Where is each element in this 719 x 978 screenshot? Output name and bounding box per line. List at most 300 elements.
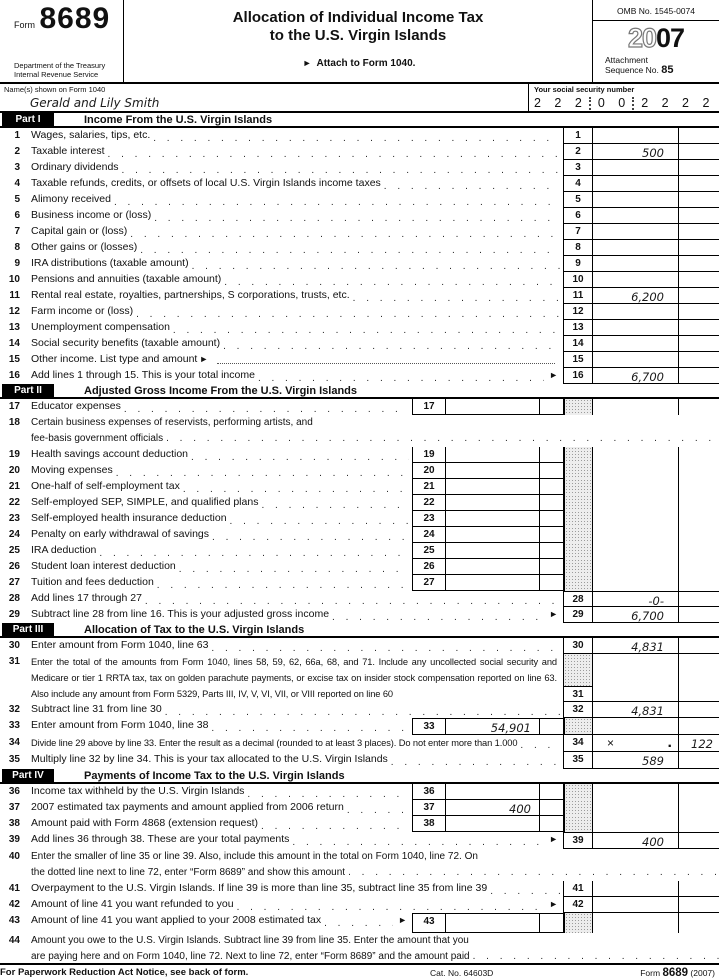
pointer-icon: ► [199, 354, 209, 364]
outer-amount-cell [593, 575, 678, 591]
line-label [31, 933, 719, 963]
line-label: Rental real estate, royalties, partnerships, S corporations, trusts, etc. [31, 289, 350, 301]
amount-cell[interactable]: 400 [446, 800, 540, 816]
amount-cell[interactable]: 400 [593, 832, 678, 849]
line-number-box: 35 [563, 752, 593, 769]
line-number: 6 [14, 210, 20, 221]
line-label: Income tax withheld by the U.S. Virgin Islands [31, 785, 245, 797]
line-label-l2: are paying here and on Form 1040, line 72. Next to line 72, enter “Form 8689” and the amount paid [31, 950, 470, 962]
line-4 [0, 176, 719, 192]
line-number-box: 11 [563, 288, 593, 304]
outer-amount-cell [593, 479, 678, 495]
amount-cell[interactable] [593, 256, 678, 272]
line-label: Subtract line 31 from line 30 [31, 703, 162, 715]
line-number-box: 34 [563, 735, 593, 752]
amount-cell[interactable] [593, 336, 678, 352]
amount-cell[interactable] [593, 320, 678, 336]
outer-cents-cell [678, 463, 719, 479]
amount-cell[interactable] [593, 160, 678, 176]
line-number: 18 [8, 417, 20, 428]
decimal-point: . [667, 734, 672, 751]
cents-cell[interactable] [678, 832, 719, 849]
omb-year-block [593, 0, 719, 82]
dot-leader [347, 800, 409, 816]
line-3 [0, 160, 719, 176]
amount-cell[interactable] [593, 272, 678, 288]
part4-badge: Part IV [2, 769, 54, 782]
cents-cell[interactable] [678, 368, 719, 384]
cents-cell[interactable] [540, 559, 564, 575]
cents-cell[interactable] [678, 336, 719, 352]
outer-cents-cell [678, 559, 719, 575]
year-suffix: 07 [656, 23, 685, 53]
cents-cell[interactable] [678, 638, 719, 654]
dot-leader [348, 865, 719, 881]
outer-amount-cell [593, 559, 678, 575]
line-number: 26 [8, 561, 20, 572]
line-number-box: 30 [563, 638, 593, 654]
line-number-box: 17 [412, 399, 446, 415]
line-number-box: 42 [563, 897, 593, 913]
line-label: Self-employed health insurance deduction [31, 512, 227, 524]
outer-cents-cell [678, 447, 719, 463]
line-number: 7 [14, 226, 20, 237]
line-42 [0, 897, 719, 913]
line-32 [0, 702, 719, 718]
line-number-box: 29 [563, 607, 593, 623]
amount-cell[interactable] [446, 543, 540, 559]
shaded-column [564, 511, 593, 527]
dot-leader [191, 447, 409, 463]
amount-cell[interactable] [593, 176, 678, 192]
cents-cell[interactable] [678, 897, 719, 913]
shaded-cell [563, 654, 593, 686]
amount-cell[interactable] [446, 447, 540, 463]
write-in-line[interactable] [217, 352, 555, 364]
line-number: 23 [8, 513, 20, 524]
part1-rows [0, 128, 719, 384]
line-number-box: 3 [563, 160, 593, 176]
line-8 [0, 240, 719, 256]
line-39 [0, 832, 719, 849]
line-label: Social security benefits (taxable amount) [31, 337, 221, 349]
line-number-box: 1 [563, 128, 593, 144]
line-number-box: 13 [563, 320, 593, 336]
amount-cell[interactable] [593, 304, 678, 320]
dot-leader [292, 832, 544, 849]
cents-cell[interactable] [678, 160, 719, 176]
line-7 [0, 224, 719, 240]
amount-cell[interactable]: 6,700 [593, 368, 678, 384]
dot-leader [212, 527, 409, 543]
part3-title: Allocation of Tax to the U.S. Virgin Islands [84, 623, 305, 636]
outer-cents-cell [678, 479, 719, 495]
line-10 [0, 272, 719, 288]
dot-leader [490, 881, 560, 897]
line-number-box: 26 [412, 559, 446, 575]
cents-cell[interactable] [678, 881, 719, 897]
part1-badge: Part I [2, 113, 54, 126]
dot-leader [157, 575, 409, 591]
multiply-icon: × [607, 736, 615, 750]
line-label: Penalty on early withdrawal of savings [31, 528, 210, 540]
line-number: 13 [8, 322, 20, 333]
line-number-box: 36 [412, 784, 446, 800]
form-number-block [0, 0, 123, 82]
line-number-box: 14 [563, 336, 593, 352]
cents-cell[interactable] [678, 304, 719, 320]
footer-form-year: (2007) [690, 967, 715, 978]
line-label: Capital gain or (loss) [31, 225, 128, 237]
outer-amount-cell [593, 784, 678, 800]
dot-leader [153, 128, 560, 144]
line-label: Enter the total of the amounts from Form 1040, lines 58, 59, 62, 66a, 68, and 71. Include any uncollected social security and Medicare or tier 1 RRTA tax, tax on golden parachute payments, or excise tax on insider stock compensation reported on line 63. Also include any amount from Form 5329, Parts III, IV, V, VI, VII, or VIII reported on line 60 [31, 657, 557, 699]
part4-rows [0, 784, 719, 965]
amount-cell[interactable] [593, 128, 678, 144]
amount-cell[interactable] [446, 463, 540, 479]
dot-leader [223, 336, 560, 352]
line-number-box: 24 [412, 527, 446, 543]
cents-cell[interactable] [678, 192, 719, 208]
line-label: Other gains or (losses) [31, 241, 138, 253]
cents-cell[interactable] [678, 352, 719, 368]
shaded-column [564, 800, 593, 816]
line-25 [0, 543, 719, 559]
outer-cents-cell [678, 527, 719, 543]
dot-leader [183, 479, 409, 495]
cents-cell[interactable] [678, 144, 719, 160]
pointer-icon: ► [549, 899, 558, 909]
line-40 [0, 849, 719, 881]
attachment-label: Attachment [605, 55, 648, 65]
line-number: 10 [8, 274, 20, 285]
line-label [31, 849, 719, 881]
line-number-stack [563, 654, 593, 702]
line-label: Other income. List type and amount [31, 353, 198, 365]
cents-cell[interactable] [540, 479, 564, 495]
dot-leader [154, 208, 560, 224]
part2-header [0, 384, 719, 399]
line-number-box: 21 [412, 479, 446, 495]
cents-cell[interactable] [540, 447, 564, 463]
amount-cell[interactable] [446, 527, 540, 543]
attachment-sequence [593, 55, 719, 75]
part3-badge: Part III [2, 623, 54, 636]
amount-cell[interactable]: 6,700 [593, 607, 678, 623]
amount-cell[interactable]: 4,831 [593, 638, 678, 654]
outer-cents-cell [678, 543, 719, 559]
cents-cell[interactable] [540, 527, 564, 543]
line-number-box: 8 [563, 240, 593, 256]
cents-cell[interactable] [678, 128, 719, 144]
line-number: 35 [8, 754, 20, 765]
cents-cell[interactable] [540, 784, 564, 800]
cents-cell[interactable] [540, 511, 564, 527]
cents-cell[interactable] [678, 320, 719, 336]
line-5 [0, 192, 719, 208]
dot-leader [261, 495, 409, 511]
form-title-line1: Allocation of Individual Income Tax [232, 9, 484, 26]
shaded-column [564, 399, 593, 415]
dot-leader [258, 368, 544, 384]
line-1 [0, 128, 719, 144]
line-number: 40 [8, 851, 20, 862]
line-label: Add lines 1 through 15. This is your total income [31, 369, 255, 381]
line-number: 2 [14, 146, 20, 157]
dot-leader [99, 543, 409, 559]
line-number-box: 22 [412, 495, 446, 511]
line-label: Enter amount from Form 1040, line 63 [31, 639, 209, 651]
amount-cell[interactable]: 589 [593, 752, 678, 769]
amount-cell[interactable] [446, 784, 540, 800]
outer-amount-cell [593, 495, 678, 511]
line-number-box: 33 [412, 718, 446, 735]
amount-cell[interactable]: 4,831 [593, 702, 678, 718]
sequence-label: Sequence No. [605, 65, 659, 75]
dot-leader [520, 735, 560, 752]
amount-cell[interactable] [593, 881, 678, 897]
outer-amount-cell [593, 816, 678, 832]
amount-cell[interactable] [593, 897, 678, 913]
outer-amount-cell [593, 800, 678, 816]
cents-cell[interactable] [540, 913, 564, 933]
line-label-l1: Certain business expenses of reservists, performing artists, and [31, 417, 313, 428]
amount-cell[interactable] [446, 479, 540, 495]
cents-cell[interactable] [678, 256, 719, 272]
line-number-box: 4 [563, 176, 593, 192]
line-number-box: 16 [563, 368, 593, 384]
amount-cell[interactable] [446, 913, 540, 933]
amount-cell[interactable]: -0- [593, 591, 678, 607]
dot-leader [332, 607, 544, 623]
cents-cell[interactable] [678, 224, 719, 240]
shaded-column [564, 543, 593, 559]
cents-cell[interactable] [678, 272, 719, 288]
shaded-column [564, 784, 593, 800]
amount-cell[interactable] [446, 511, 540, 527]
line-label: Tuition and fees deduction [31, 576, 154, 588]
cents-cell[interactable] [678, 208, 719, 224]
line-label: Unemployment compensation [31, 321, 170, 333]
line-6 [0, 208, 719, 224]
footer-form-word: Form [640, 967, 661, 978]
amount-cell[interactable] [593, 192, 678, 208]
line-26 [0, 559, 719, 575]
amount-cell[interactable] [446, 816, 540, 832]
line-number: 11 [9, 290, 20, 301]
part1-header [0, 113, 719, 128]
shaded-column [564, 559, 593, 575]
line-41 [0, 881, 719, 897]
dot-leader [130, 224, 560, 240]
line-number: 14 [8, 338, 20, 349]
ssn-value[interactable] [534, 96, 719, 110]
line-label: Amount of line 41 you want applied to your 2008 estimated tax [31, 914, 322, 926]
line-number: 41 [8, 883, 20, 894]
line-label: Amount paid with Form 4868 (extension request) [31, 817, 259, 829]
outer-amount-cell [593, 913, 678, 933]
cents-cell[interactable] [540, 800, 564, 816]
cents-cell[interactable] [678, 654, 719, 702]
amount-cell[interactable] [593, 352, 678, 368]
line-label: IRA deduction [31, 544, 97, 556]
dot-leader [145, 591, 560, 607]
line-number-box: 5 [563, 192, 593, 208]
line-number: 21 [8, 481, 20, 492]
line-label-l1: Amount you owe to the U.S. Virgin Islands. Subtract line 39 from line 35. Enter the amount that you [31, 935, 469, 946]
outer-cents-cell [678, 718, 719, 735]
cents-cell[interactable] [678, 752, 719, 769]
ssn-part1: 2 2 2 [534, 96, 587, 110]
part4-title: Payments of Income Tax to the U.S. Virgin Islands [84, 769, 345, 782]
amount-cell[interactable] [446, 559, 540, 575]
line-number: 30 [8, 640, 20, 651]
cents-cell[interactable] [678, 591, 719, 607]
sequence-number: 85 [661, 64, 674, 76]
line-label-l1: Enter the smaller of line 35 or line 39. Also, include this amount in the total on Form 1040, line 72. On [31, 851, 478, 862]
cents-cell[interactable]: 122 [678, 735, 719, 752]
cents-cell[interactable] [540, 575, 564, 591]
outer-cents-cell [678, 816, 719, 832]
dot-leader [237, 897, 545, 913]
dot-leader [224, 272, 560, 288]
tax-year [593, 21, 719, 55]
cents-cell[interactable] [540, 718, 564, 735]
line-number-box: 15 [563, 352, 593, 368]
shaded-column [564, 575, 593, 591]
line-label: Ordinary dividends [31, 161, 119, 173]
line-label: Business income or (loss) [31, 209, 152, 221]
line-number: 27 [8, 577, 20, 588]
line-number-box: 39 [563, 832, 593, 849]
line-34 [0, 735, 719, 752]
line-label: Moving expenses [31, 464, 113, 476]
dot-leader [211, 718, 409, 735]
line-label: Add lines 17 through 27 [31, 592, 142, 604]
amount-cell[interactable] [593, 240, 678, 256]
line-label: Enter amount from Form 1040, line 38 [31, 719, 209, 731]
line-number-box: 31 [563, 686, 593, 702]
paperwork-notice: For Paperwork Reduction Act Notice, see back of form. [0, 967, 249, 978]
ssn-field[interactable] [528, 84, 719, 111]
dot-leader [136, 304, 560, 320]
omb-number: OMB No. 1545-0074 [593, 0, 719, 21]
dot-leader [473, 949, 719, 965]
line-13 [0, 320, 719, 336]
line-number-box: 9 [563, 256, 593, 272]
line-label-l2: fee-basis government officials [31, 432, 164, 444]
amount-cell[interactable] [446, 399, 540, 415]
name-value[interactable]: Gerald and Lily Smith [30, 96, 160, 110]
line-number: 15 [8, 354, 20, 365]
line-number-box: 19 [412, 447, 446, 463]
amount-cell[interactable] [593, 654, 678, 702]
shaded-column [564, 816, 593, 832]
line-16 [0, 368, 719, 384]
cents-cell[interactable] [540, 495, 564, 511]
line-number: 32 [8, 704, 20, 715]
ssn-part2: 0 0 [597, 96, 631, 110]
shaded-column [564, 447, 593, 463]
line-number: 4 [14, 178, 20, 189]
line-number-box: 28 [563, 591, 593, 607]
attach-pointer-icon: ► [302, 58, 312, 68]
line-label: Self-employed SEP, SIMPLE, and qualified plans [31, 496, 259, 508]
amount-cell[interactable]: 54,901 [446, 718, 540, 735]
outer-cents-cell [678, 913, 719, 933]
cents-cell[interactable] [540, 816, 564, 832]
name-field[interactable] [0, 84, 528, 111]
dot-leader [324, 913, 393, 933]
amount-cell[interactable] [593, 224, 678, 240]
outer-cents-cell [678, 399, 719, 415]
amount-cell[interactable] [446, 495, 540, 511]
treasury-block [14, 62, 123, 79]
part3-header [0, 623, 719, 638]
dot-leader [261, 816, 409, 832]
cents-cell[interactable] [540, 399, 564, 415]
ssn-label: Your social security number [534, 85, 635, 94]
line-43 [0, 913, 719, 933]
cents-cell[interactable] [678, 702, 719, 718]
cents-cell[interactable] [678, 176, 719, 192]
amount-cell[interactable] [593, 735, 678, 752]
line-label: Subtract line 28 from line 16. This is your adjusted gross income [31, 608, 330, 620]
name-ssn-band [0, 84, 719, 113]
part2-inner-rows [0, 399, 719, 623]
attach-instruction [124, 56, 592, 71]
line-number-box: 37 [412, 800, 446, 816]
line-label: Wages, salaries, tips, etc. [31, 129, 151, 141]
amount-cell[interactable] [446, 575, 540, 591]
shaded-column [564, 479, 593, 495]
line-number: 44 [8, 935, 20, 946]
pointer-icon: ► [398, 915, 407, 925]
cents-cell[interactable] [678, 288, 719, 304]
amount-cell[interactable] [593, 208, 678, 224]
cents-cell[interactable] [540, 543, 564, 559]
line-label: Pensions and annuities (taxable amount) [31, 273, 222, 285]
outer-amount-cell [593, 511, 678, 527]
line-number: 43 [8, 915, 20, 926]
cents-cell[interactable] [678, 607, 719, 623]
line-18 [0, 415, 719, 447]
form-footer [0, 967, 719, 978]
dot-leader [166, 431, 719, 447]
line-number: 16 [8, 370, 20, 381]
cents-cell[interactable] [540, 463, 564, 479]
line-label: Farm income or (loss) [31, 305, 134, 317]
dot-leader [353, 288, 560, 304]
cents-cell[interactable] [678, 240, 719, 256]
line-19 [0, 447, 719, 463]
line-number: 33 [8, 720, 20, 731]
amount-cell[interactable]: 6,200 [593, 288, 678, 304]
line-number-box: 6 [563, 208, 593, 224]
form-title-block [123, 0, 593, 82]
line-29 [0, 607, 719, 623]
dot-leader [114, 192, 560, 208]
line-number: 8 [14, 242, 20, 253]
line-number: 9 [14, 258, 20, 269]
amount-cell[interactable]: 500 [593, 144, 678, 160]
line-label: Educator expenses [31, 400, 121, 412]
shaded-column [564, 718, 593, 735]
line-label: IRA distributions (taxable amount) [31, 257, 189, 269]
part2-badge: Part II [2, 384, 54, 397]
line-label: Health savings account deduction [31, 448, 189, 460]
line-label: Student loan interest deduction [31, 560, 176, 572]
